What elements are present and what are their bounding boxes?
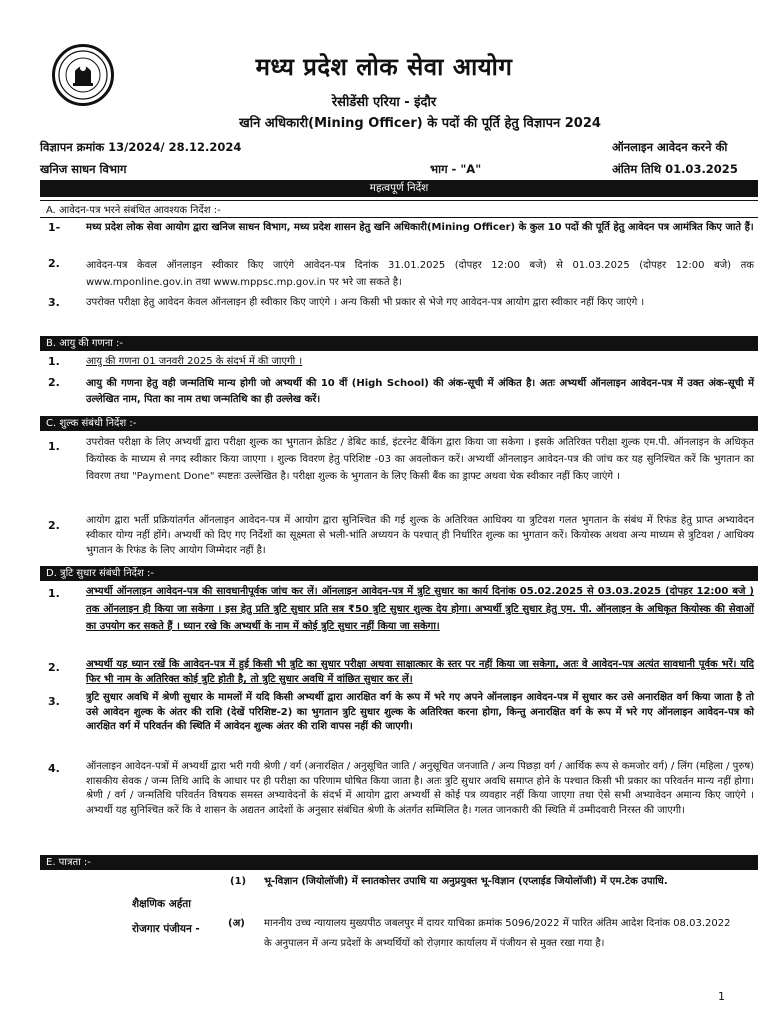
item-text: ऑनलाइन आवेदन-पत्रों में अभ्यर्थी द्वारा भरी गयी श्रेणी / वर्ग (अनारक्षित / अनुसूचित जाति / अनुसूचित जनजाति / अन्य पिछड़ा वर्ग / आर्थिक रूप से कमजोर वर्ग) / लिंग (महिला / पुरुष) शासकीय सेवक / जन्म तिथि आदि के आधार पर ही परीक्षा का परिणाम घोषित किया जाता है। अतः त्रुटि सुधार अवधि समाप्त होने के पश्चात किसी भी प्रकार का परिवर्तन मान्य नहीं होगा। श्रेणी / वर्ग / जन्मतिथि परिवर्तन विषयक समस्त अभ्यावेदनों के संदर्भ में आयोग द्वारा अभ्यर्थी से कोई पत्र व्यवहार नहीं किया जाएगा तथा ऐसे सभी अभ्यावेदन अमान्य किए जाएंगे । अभ्यर्थी यह सुनिश्चित करें कि वे शासन के अद्यतन आदेशों के अनुसार संबंधित श्रेणी के अंतर्गत सम्मिलित है। गलत जानकारी की स्थिति में उम्मीदवारी निरस्त की जाएगी। bbox=[86, 761, 754, 816]
item-text: मध्य प्रदेश लोक सेवा आयोग द्वारा खनिज साधन विभाग, मध्य प्रदेश शासन हेतु खनि अधिकारी(Mining Officer) के कुल 10 पदों की पूर्ति हेतु आवेदन पत्र आमंत्रित किए जाते हैं। bbox=[86, 222, 754, 233]
education-text: भू-विज्ञान (जियोलॉजी) में स्नातकोत्तर उपाधि या अनुप्रयुक्त भू-विज्ञान (एप्लाईड जियोलॉजी) में एम.टेक उपाधि. bbox=[264, 876, 668, 887]
item-text: अभ्यर्थी यह ध्यान रखें कि आवेदन-पत्र में हुई किसी भी त्रुटि का सुधार परीक्षा अथवा साक्षात्कार के स्तर पर नहीं किया जा सकेगा, अतः वे आवेदन-पत्र अत्यंत सावधानी पूर्वक भरें। यदि फिर भी नाम के अतिरिक्त कोई त्रुटि होती है, तो त्रुटि सुधार अवधि में वांछित सुधार कर लें। bbox=[86, 659, 754, 685]
item-text: उपरोक्त परीक्षा के लिए अभ्यर्थी द्वारा परीक्षा शुल्क का भुगतान क्रेडिट / डेबिट कार्ड, इंटरनेट बैंकिंग द्वारा किया जा सकेगा । इसके अतिरिक्त परीक्षा शुल्क एम.पी. ऑनलाइन के अधिकृत कियोस्क के माध्यम से नगद स्वीकार किया जाएगा । शुल्क विवरण हेतु परिशिष्ट -03 का अवलोकन करें। अभ्यर्थी ऑनलाइन आवेदन-पत्र की जांच कर यह सुनिश्चित करें कि भुगतान का विवरण तथा "Payment Done" स्पष्टतः उल्लेखित है। परीक्षा शुल्क के भुगतान के लिए किसी बैंक का ड्राफ्ट अथवा चेक स्वीकार नहीं किए जाएंगे । bbox=[86, 437, 754, 482]
item-number: 1- bbox=[48, 221, 61, 234]
item-number: 3. bbox=[48, 695, 60, 708]
list-item bbox=[40, 296, 758, 328]
list-item bbox=[40, 691, 758, 757]
item-text: त्रुटि सुधार अवधि में श्रेणी सुधार के मामलों में यदि किसी अभ्यर्थी द्वारा आरक्षित वर्ग के रूप में भरे गए अपने ऑनलाइन आवेदन-पत्र में सुधार कर उसे अनारक्षित वर्ग किया जाता है तो उसे आवेदन शुल्क के अंतर की राशि (देखें परिशिष्ट-2) का भुगतान त्रुटि सुधार शुल्क के अतिरिक्त करना होगा, किन्तु अनारक्षित वर्ग के रूप में भरे गए ऑनलाइन आवेदन-पत्र को आरक्षित वर्ग में परिवर्तन की स्थिति में आवेदन शुल्क अंतर की राशि वापस नहीं की जाएगी। bbox=[86, 692, 754, 732]
list-item bbox=[40, 221, 758, 257]
section-e-heading: E. पात्रता :- bbox=[40, 855, 758, 870]
item-text: आयु की गणना हेतु वही जन्मतिथि मान्य होगी जो अभ्यर्थी की 10 वीं (High School) की अंक-सूची में अंकित है। अतः अभ्यर्थी ऑनलाइन आवेदन-पत्र में उक्त अंक-सूची में उल्लेखित नाम, पिता का नाम तथा जन्मतिथि का ही उल्लेख करें। bbox=[86, 378, 754, 405]
list-item bbox=[40, 760, 758, 852]
item-number: 2. bbox=[48, 519, 60, 532]
page-number: 1 bbox=[718, 990, 725, 1003]
list-item bbox=[40, 355, 758, 373]
item-number: 4. bbox=[48, 762, 60, 775]
last-date: अंतिम तिथि 01.03.2025 bbox=[612, 162, 738, 176]
item-number: 1. bbox=[48, 440, 60, 453]
item-number: 1. bbox=[48, 587, 60, 600]
item-text: आयोग द्वारा भर्ती प्रक्रियांतर्गत ऑनलाइन आवेदन-पत्र में आयोग द्वारा सुनिश्चित की गई शुल्क के अतिरिक्त आधिक्य या त्रुटिवश गलत भुगतान के संबंध में रिफंड हेतु प्राप्त अभ्यावेदन स्वीकार योग्य नहीं होंगे। अभ्यर्थी को दिए गए निर्देशों का सूक्ष्मता से भली-भांति अध्ययन के पश्चात् ही निर्धारित शुल्क का भुगतान करें। कियोस्क अथवा अन्य माध्यम से त्रुटिवश / आधिक्य भुगतान के रिफंड के लिए आयोग जिम्मेदार नहीं है। bbox=[86, 515, 754, 556]
registration-text: माननीय उच्च न्यायालय मुख्यपीठ जबलपुर में दायर याचिका क्रमांक 5096/2022 में पारित अंतिम आदेश दिनांक 08.03.2022 के अनुपालन में अन्य प्रदेशों के अभ्यर्थियों को रोज़गार कार्यालय में पंजीयन से मुक्त रखा गया है। bbox=[264, 918, 731, 949]
item-text: आयु की गणना 01 जनवरी 2025 के संदर्भ में की जाएगी । bbox=[86, 356, 303, 367]
divider bbox=[40, 217, 758, 218]
item-number: 2. bbox=[48, 376, 60, 389]
item-number: 1. bbox=[48, 355, 60, 368]
list-item bbox=[40, 657, 758, 691]
section-d-heading: D. त्रुटि सुधार संबंधी निर्देश :- bbox=[40, 566, 758, 581]
registration-label: रोजगार पंजीयन - bbox=[132, 923, 200, 935]
section-c-heading: C. शुल्क संबंधी निर्देश :- bbox=[40, 416, 758, 431]
item-number: 2. bbox=[48, 661, 60, 674]
registration-number: (अ) bbox=[228, 918, 245, 929]
notice-title: खनि अधिकारी(Mining Officer) के पदों की पूर्ति हेतु विज्ञापन 2024 bbox=[239, 116, 601, 131]
list-item bbox=[40, 257, 758, 293]
item-text: उपरोक्त परीक्षा हेतु आवेदन केवल ऑनलाइन ही स्वीकार किए जाएंगे । अन्य किसी भी प्रकार से भेजे गए आवेदन-पत्र आयोग द्वारा स्वीकार नहीं किए जाएंगे । bbox=[86, 297, 645, 308]
education-label: शैक्षणिक अर्हता bbox=[132, 898, 192, 910]
item-number: 3. bbox=[48, 296, 60, 309]
item-text: अभ्यर्थी ऑनलाइन आवेदन-पत्र की सावधानीपूर्वक जांच कर लें। ऑनलाइन आवेदन-पत्र में त्रुटि सुधार का कार्य दिनांक 05.02.2025 से 03.03.2025 (दोपहर 12:00 बजे ) तक ऑनलाइन ही किया जा सकेगा । इस हेतु प्रति त्रुटि सुधार प्रति सत्र ₹50 त्रुटि सुधार शुल्क देय होगा। अभ्यर्थी त्रुटि सुधार हेतु एम. पी. ऑनलाइन के अधिकृत कियोस्क की सेवाओं का उपयोग कर सकते हैं । ध्यान रखे कि अभ्यर्थी के नाम में कोई त्रुटि सुधार नहीं किया जा सकेगा। bbox=[86, 586, 754, 632]
list-item bbox=[40, 434, 758, 512]
list-item bbox=[40, 583, 758, 655]
commission-address: रेसीडेंसी एरिया - इंदौर bbox=[331, 95, 437, 110]
online-apply-label: ऑनलाइन आवेदन करने की bbox=[612, 140, 728, 154]
list-item bbox=[40, 376, 758, 410]
section-b-heading: B. आयु की गणना :- bbox=[40, 336, 758, 351]
divider bbox=[40, 200, 758, 201]
ad-number: विज्ञापन क्रमांक 13/2024/ 28.12.2024 bbox=[40, 140, 242, 154]
important-instructions-banner: महत्वपूर्ण निर्देश bbox=[40, 180, 758, 197]
part-label: भाग - "A" bbox=[430, 162, 482, 176]
list-item bbox=[40, 513, 758, 561]
commission-title: मध्य प्रदेश लोक सेवा आयोग bbox=[255, 53, 513, 81]
item-number: 2. bbox=[48, 257, 60, 270]
department-name: खनिज साधन विभाग bbox=[40, 162, 127, 176]
edu-number: (1) bbox=[230, 876, 247, 887]
item-text: आवेदन-पत्र केवल ऑनलाइन स्वीकार किए जाएंगे आवेदन-पत्र दिनांक 31.01.2025 (दोपहर 12:00 बजे) से 01.03.2025 (दोपहर 12:00 बजे) तक www.mponline.gov.in तथा www.mppsc.mp.gov.in पर भरे जा सकते है। bbox=[86, 260, 754, 288]
section-a-heading: A. आवेदन-पत्र भरने संबंधित आवश्यक निर्देश :- bbox=[46, 205, 221, 216]
